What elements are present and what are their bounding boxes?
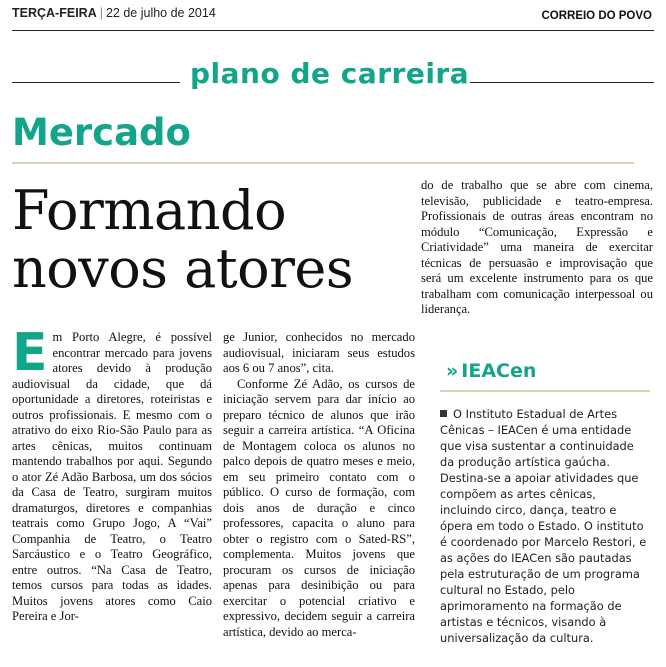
- weekday: TERÇA-FEIRA: [12, 6, 97, 20]
- sidebar-paragraph: O Instituto Estadual de Artes Cênicas – IEACen é uma entidade que visa sustentar a continuidade da produção artística gaúcha. Destina-se a apoiar atividades que compõem as artes cênicas, incluindo circo, dança, teatro e ópera em todo o Estado. O instituto é coordenado por Marcelo Restori, e as ações do IEACen são pautadas pela estruturação de um programa cultural no Estado, pelo aprimoramento na formação de artistas e técnicos, visando à universalização da cultura.: [440, 407, 647, 645]
- sidebar-title: IEACen: [461, 360, 537, 382]
- sidebar-text: [440, 406, 650, 646]
- date: 22 de julho de 2014: [105, 6, 216, 20]
- edition-dateline: [12, 6, 216, 20]
- sidebar-heading: [446, 362, 536, 381]
- section-title: plano de carreira: [190, 57, 470, 90]
- article-column-2: [223, 330, 415, 640]
- section-rule-left: [12, 82, 180, 83]
- sidebar-rule: [440, 390, 650, 392]
- headline-line-2: novos atores: [12, 237, 354, 300]
- newspaper-name: CORREIO DO POVO: [541, 10, 652, 22]
- section-kicker: Mercado: [12, 111, 191, 154]
- drop-cap: E: [12, 323, 48, 383]
- top-rule: [12, 30, 654, 31]
- chevron-right-icon: »: [446, 360, 456, 382]
- bullet-square-icon: [440, 410, 447, 417]
- article-paragraph: Conforme Zé Adão, os cursos de iniciação servem para dar início ao preparo técnico de alunos que irão seguir a carreira artística. “A Oficina de Montagem coloca os alunos no palco depois de quatro meses e meio, em seu primeiro contato com o público. O curso de formação, com dois anos de duração e cinco professores, capacita o aluno para obter o registro com o Sated-RS”, complementa. Muitos jovens que procuram os cursos de iniciação apenas para desinibição ou para exercitar o potencial criativo e expressivo, decidem seguir a carreira artística, devido ao merca-: [223, 376, 415, 639]
- dateline-separator: |: [99, 6, 103, 20]
- kicker-rule: [12, 162, 634, 164]
- article-column-1: [12, 323, 212, 625]
- section-rule-right: [470, 82, 654, 83]
- headline-line-1: Formando: [12, 179, 287, 242]
- article-column-3: [421, 178, 653, 318]
- article-paragraph: m Porto Alegre, é possível encontrar mercado para jovens atores devido à produção audiovisual da cidade, que dá oportunidade a diretores, roteiristas e outros profissionais. E mesmo com o atrativo do eixo Rio-São Paulo para as artes cênicas, muitos continuam mantendo trabalhos por aqui. Segundo o ator Zé Adão Barbosa, um dos sócios da Casa de Teatro, surgiram muitos dramaturgos, diretores e companhias teatrais como Grupo Jogo, A “Vai” Companhia de Teatro, o Teatro Sarcáustico e o Teatro Geográfico, entre outros. “Na Casa de Teatro, temos cursos para todas as idades. Muitos jovens atores como Caio Pereira e Jor-: [12, 330, 212, 623]
- article-paragraph: ge Junior, conhecidos no mercado audiovisual, iniciaram seus estudos aos 6 ou 7 anos”, cita.: [223, 330, 415, 375]
- headline: [12, 179, 412, 300]
- article-paragraph: do de trabalho que se abre com cinema, televisão, publicidade e teatro-empresa. Profissionais de outras áreas encontram no módulo “Comunicação, Expressão e Criatividade” uma maneira de exercitar técnicas de persuasão e improvisação que será um excelente instrumento para os que trabalham com comunicação interpessoal ou liderança.: [421, 178, 653, 316]
